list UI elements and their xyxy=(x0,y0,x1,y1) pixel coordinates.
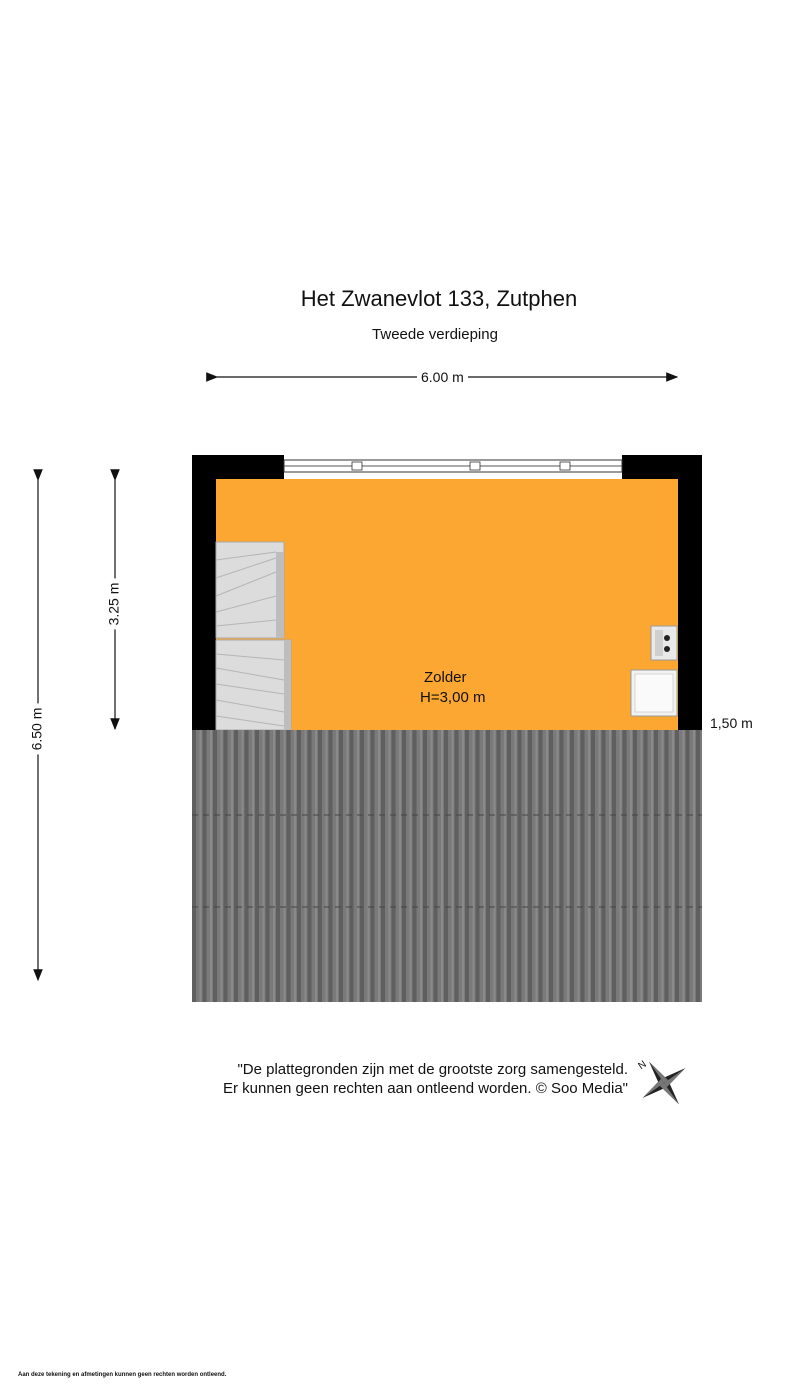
dimension-height-room: 3.25 m xyxy=(105,579,121,630)
staircase xyxy=(216,542,291,730)
room-label-zolder xyxy=(400,668,510,708)
boiler-unit xyxy=(651,626,677,660)
floor-subtitle: Tweede verdieping xyxy=(372,326,498,343)
compass-north-label: N xyxy=(636,1058,649,1073)
wall-top-right xyxy=(622,455,702,479)
wall-right xyxy=(678,455,702,730)
wall-top-left xyxy=(192,455,284,479)
disclaimer-line-1: "De plattegronden zijn met de grootste zorg samengesteld. xyxy=(237,1061,628,1078)
page-title: Het Zwanevlot 133, Zutphen xyxy=(300,286,578,311)
disclaimer-line-2: Er kunnen geen rechten aan ontleend worden. © Soo Media" xyxy=(223,1080,628,1097)
compass-icon xyxy=(628,1047,700,1119)
footer-note: Aan deze tekening en afmetingen kunnen geen rechten worden ontleend. xyxy=(18,1372,227,1378)
dimension-height-total: 6.50 m xyxy=(28,704,44,755)
storage-unit xyxy=(631,670,677,716)
roof-section xyxy=(192,730,702,1002)
room-height: H=3,00 m xyxy=(420,689,486,706)
dimension-width-top: 6.00 m xyxy=(417,369,468,385)
room-name: Zolder xyxy=(424,669,467,686)
dimension-right-wall: 1,50 m xyxy=(710,715,753,731)
wall-left xyxy=(192,455,216,730)
disclaimer xyxy=(150,1060,628,1098)
